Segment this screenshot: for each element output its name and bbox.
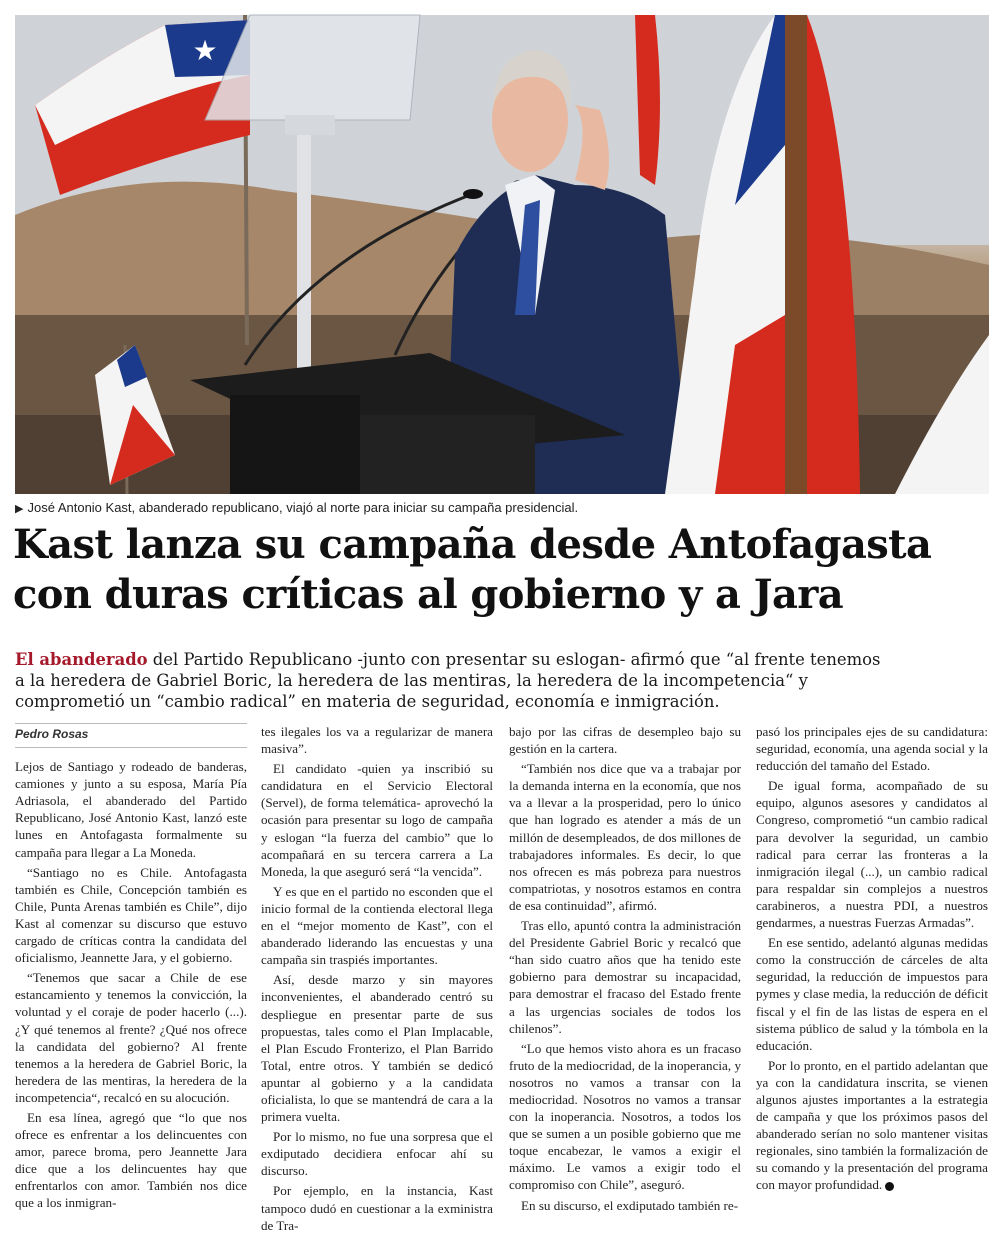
lead-paragraph — [15, 649, 895, 712]
lead-text: del Partido Republicano -junto con presentar su eslogan- afirmó que “al frente tenemos a la heredera de Gabriel Boric, la heredera de las mentiras, la heredera de la incompetencia“ y comprometió un “cambio radical” en materia de seguridad, economía e inmigración. — [15, 650, 881, 711]
column-1 — [15, 723, 247, 1211]
paragraph: En esa línea, agregó que “lo que nos ofrece es enfrentar a los delincuentes con amor, parece broma, pero Jeannette Jara dice que a los delincuentes hay que enfrentarlos con amor. También nos dice que a los inmigran- — [15, 1109, 247, 1211]
photo-caption — [15, 500, 989, 515]
paragraph: tes ilegales los va a regularizar de manera masiva”. — [261, 724, 493, 757]
paragraph: Lejos de Santiago y rodeado de banderas, camiones y junto a su esposa, María Pía Adriasola, el abanderado del Partido Republicano, José Antonio Kast, lanzó este lunes en Antofagasta formalmente su campaña para llegar a La Moneda. — [15, 759, 247, 860]
article-body — [15, 723, 989, 1233]
paragraph: Tras ello, apuntó contra la administración del Presidente Gabriel Boric y recalcó que “han sido cuatro años que ha tenido este gobierno para demostrar su incapacidad, para demostrar el fracaso del Estado frente a las urgencias sociales de todos los chilenos”. — [509, 918, 741, 1036]
caption-marker-icon: ▶ — [15, 503, 24, 515]
paragraph: Por ejemplo, en la instancia, Kast tampoco dudó en cuestionar a la exministra de Tra- — [261, 1183, 493, 1233]
lead-kicker: El abanderado — [15, 650, 148, 669]
byline: Pedro Rosas — [15, 723, 247, 748]
paragraph: Así, desde marzo y sin mayores inconvenientes, el abanderado centró su despliegue en presentar parte de sus propuestas, tales como el Plan Implacable, el Plan Escudo Fronterizo, el Plan Barrido Total, entre otros. Y también se dedicó apuntar al gobierno y a la candidata oficialista, lo que se mantendrá de cara a la primera vuelta. — [261, 972, 493, 1125]
column-2 — [261, 723, 493, 1233]
paragraph: bajo por las cifras de desempleo bajo su gestión en la cartera. — [509, 724, 741, 757]
paragraph: Por lo mismo, no fue una sorpresa que el exdiputado decidiera enfocar ahí su discurso. — [261, 1129, 493, 1179]
paragraph: “Santiago no es Chile. Antofagasta también es Chile, Concepción también es Chile, Punta Arenas también es Chile”, dijo Kast al comenzar su discurso que estuvo cargado de críticas contra la candidata del oficialismo, Jeannette Jara, y el gobierno. — [15, 864, 247, 966]
paragraph: “Lo que hemos visto ahora es un fracaso fruto de la mediocridad, de la inoperancia, y nosotros no vamos a transar con la mediocridad. Nosotros no vamos a transar con la inoperancia. Nosotros, a todos los que se sumen a un posible gobierno que me toque encabezar, le vamos a exigir el máximo. Le vamos a exigir todo el compromiso con Chile”, aseguró. — [509, 1040, 741, 1193]
column-3 — [509, 723, 741, 1213]
paragraph: pasó los principales ejes de su candidatura: seguridad, economía, una agenda social y la reducción del tamaño del Estado. — [756, 724, 988, 774]
svg-text:★: ★ — [192, 34, 218, 67]
paragraph-last — [756, 1057, 988, 1194]
paragraph: De igual forma, acompañado de su equipo, algunos asesores y candidatos al Congreso, comprometió “un cambio radical para devolver la seguridad, un cambio radical para cerrar las fronteras a la inmigración ilegal (...), un cambio radical para respaldar sin complejos a nuestros carabineros, a nuestra PDI, a nuestros gendarmes, a nuestras Fuerzas Armadas”. — [756, 778, 988, 931]
paragraph: Y es que en el partido no esconden que el inicio formal de la contienda electoral llega en el “mejor momento de Kast”, con el abanderado liderando las encuestas y una campaña sin traspiés importantes. — [261, 883, 493, 968]
caption-text: José Antonio Kast, abanderado republicano, viajó al norte para iniciar su campaña presidencial. — [27, 500, 579, 515]
headline — [13, 520, 993, 620]
column-4 — [756, 723, 988, 1193]
headline-line-1: Kast lanza su campaña desde Antofagasta — [13, 521, 932, 568]
paragraph-text: Por lo pronto, en el partido adelantan que ya con la candidatura inscrita, se vienen algunos ajustes importantes a la estrategia de campaña y que los próximos pasos del abanderado serían no solo mantener visitas regionales, sino también la formalización de su comando y la presentación del programa con mayor profundidad. — [756, 1057, 988, 1193]
headline-line-2: con duras críticas al gobierno y a Jara — [13, 571, 844, 618]
paragraph: En ese sentido, adelantó algunas medidas como la construcción de cárceles de alta seguridad, la reducción de impuestos para pymes y clase media, la reducción de déficit fiscal y el fin de las listas de espera en el sistema público de salud y la tómbola en la educación. — [756, 935, 988, 1053]
paragraph: En su discurso, el exdiputado también re- — [521, 1197, 739, 1213]
photo-illustration — [15, 15, 989, 494]
article-photo — [15, 15, 989, 494]
paragraph: “También nos dice que va a trabajar por la demanda interna en la economía, que nos va a llevar a la prosperidad, pero lo único que han logrado es atender a más de un millón de desempleados, de dos millones de trabajadores informales. Es decir, lo que nos ofrecen es más pobreza para nuestros compatriotas, y nosotros estamos en contra de esa continuidad”, afirmó. — [509, 761, 741, 913]
paragraph: El candidato -quien ya inscribió su candidatura en el Servicio Electoral (Servel), de forma telemática- aprovechó la ocasión para presentar su logo de campaña y eslogan “la fuerza del cambio” que lo acompañará en su tercera carrera a La Moneda, la que aseguró será “la vencida”. — [261, 761, 493, 879]
end-of-article-icon — [885, 1182, 894, 1191]
paragraph: “Tenemos que sacar a Chile de ese estancamiento y tenemos la convicción, la voluntad y el coraje de poder hacerlo (...). ¿Y qué tenemos al frente? ¿Qué nos ofrece la candidata del gobierno? Al frente tenemos a la heredera de Gabriel Boric, la heredera de las mentiras, la heredera de la incompetencia“, recalcó en su alocución. — [15, 970, 247, 1105]
